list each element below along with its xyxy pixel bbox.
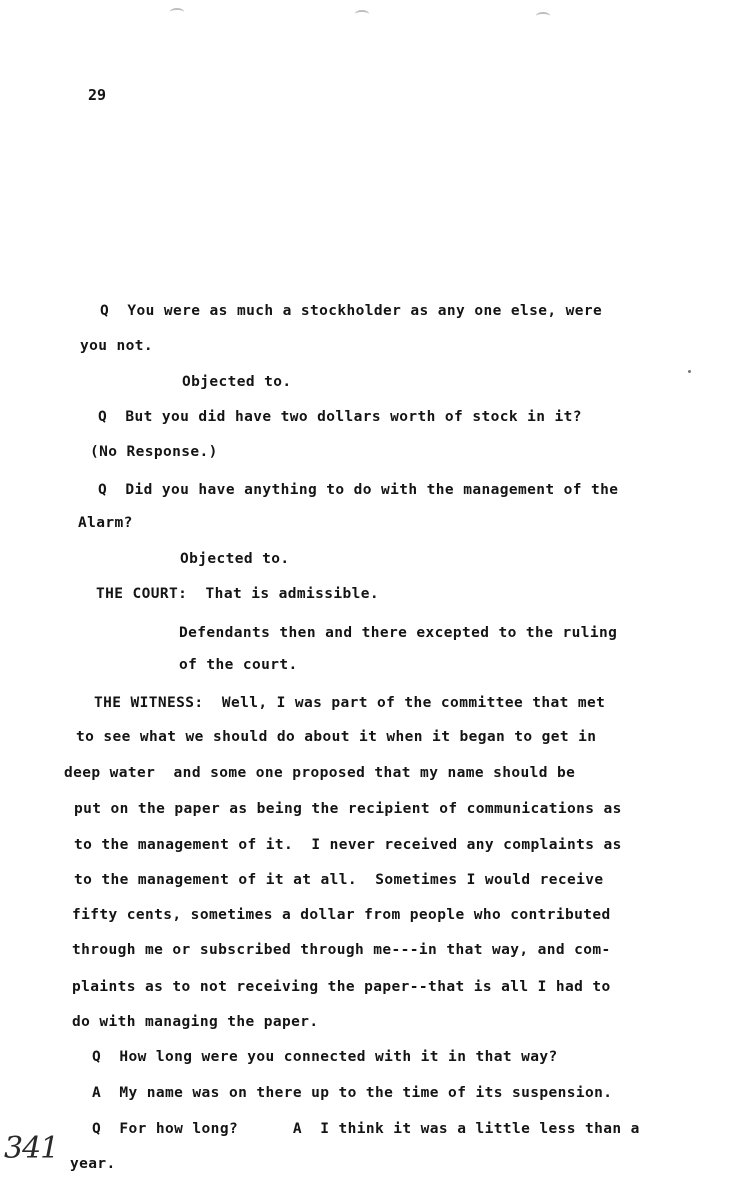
scan-smudge <box>355 10 369 18</box>
transcript-line: Objected to. <box>182 374 292 390</box>
transcript-line: to the management of it. I never received any complaints as <box>74 837 622 853</box>
transcript-line: A My name was on there up to the time of its suspension. <box>92 1085 613 1101</box>
transcript-line: put on the paper as being the recipient of communications as <box>74 801 622 817</box>
scan-smudge <box>170 8 184 16</box>
transcript-line: Objected to. <box>180 551 290 567</box>
transcript-line: year. <box>70 1156 116 1172</box>
transcript-line: Q How long were you connected with it in that way? <box>92 1049 558 1065</box>
scan-speck <box>688 370 691 373</box>
transcript-line: fifty cents, sometimes a dollar from people who contributed <box>72 907 611 923</box>
page-number: 29 <box>88 86 107 104</box>
transcript-line: deep water and some one proposed that my name should be <box>64 765 576 781</box>
transcript-line: THE WITNESS: Well, I was part of the committee that met <box>94 695 606 711</box>
transcript-line: Alarm? <box>78 515 133 531</box>
transcript-line: through me or subscribed through me---in that way, and com- <box>72 942 611 958</box>
scan-smudge <box>536 12 550 20</box>
transcript-line: to see what we should do about it when it began to get in <box>76 729 597 745</box>
handwritten-page-note: 341 <box>4 1131 59 1166</box>
transcript-line: Q For how long? A I think it was a little less than a <box>92 1121 640 1137</box>
transcript-line: Q But you did have two dollars worth of stock in it? <box>98 409 582 425</box>
transcript-line: (No Response.) <box>90 444 218 460</box>
transcript-line: THE COURT: That is admissible. <box>96 586 380 602</box>
transcript-line: of the court. <box>179 657 298 673</box>
transcript-line: Q Did you have anything to do with the management of the <box>98 482 619 498</box>
transcript-line: plaints as to not receiving the paper--that is all I had to <box>72 979 611 995</box>
transcript-line: do with managing the paper. <box>72 1014 319 1030</box>
transcript-line: you not. <box>80 338 154 354</box>
transcript-line: Q You were as much a stockholder as any one else, were <box>100 303 603 319</box>
transcript-line: Defendants then and there excepted to the ruling <box>179 625 618 641</box>
transcript-line: to the management of it at all. Sometimes I would receive <box>74 872 604 888</box>
